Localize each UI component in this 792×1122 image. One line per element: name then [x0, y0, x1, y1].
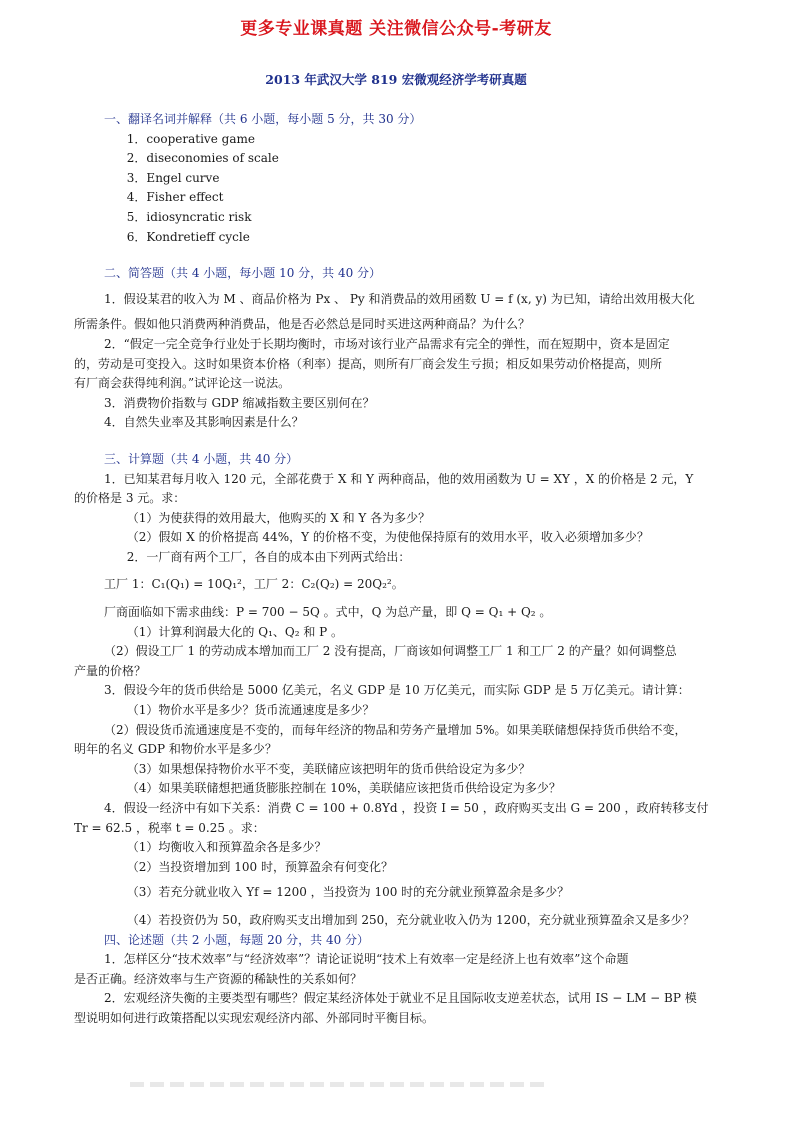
question-paragraph [74, 290, 720, 433]
question-paragraph [74, 799, 720, 838]
question-line: 1．假设某君的收入为 M 、商品价格为 Px 、 Py 和消费品的效用函数 U = f (x, y) 为已知，请给出效用极大化 [104, 291, 695, 306]
section-2-heading: 二、简答题（共 4 小题，每小题 10 分，共 40 分） [104, 266, 382, 281]
term-item: 6．Kondretieff cycle [126, 229, 250, 244]
question-line: 2．一厂商有两个工厂，各自的成本由下列两式给出： [126, 549, 411, 564]
sub-question: （1）均衡收入和预算盈余各是多少？ [126, 840, 327, 855]
sub-question: （2）假设工厂 1 的劳动成本增加而工厂 2 没有提高，厂商该如何调整工厂 1 和工厂 2 的产量？如何调整总 [104, 644, 677, 659]
question-paragraph [74, 721, 720, 760]
question-line: 厂商面临如下需求曲线：P = 700 − 5Q 。式中，Q 为总产量，即 Q = Q₁ + Q₂ 。 [104, 605, 552, 620]
sub-question: （1）计算利润最大化的 Q₁、Q₂ 和 P 。 [126, 624, 344, 639]
question-line: Tr = 62.5 ，税率 t = 0.25 。求： [74, 820, 265, 835]
question-paragraph [74, 950, 720, 1028]
question-line: 所需条件。假如他只消费两种消费品，他是否必然总是同时买进这两种商品？为什么？ [74, 317, 531, 332]
sub-question: 明年的名义 GDP 和物价水平是多少？ [74, 742, 277, 757]
question-line: 2．“假定一完全竞争行业处于长期均衡时，市场对该行业产品需求有完全的弹性，而在短期中，资本是固定 [104, 336, 670, 351]
question-line: 2．宏观经济失衡的主要类型有哪些？假定某经济体处于就业不足且国际收支逆差状态，试用 IS − LM − BP 模 [104, 991, 697, 1006]
section-1-heading: 一、翻译名词并解释（共 6 小题，每小题 5 分，共 30 分） [104, 112, 422, 126]
term-item: 1．cooperative game [126, 131, 255, 146]
sub-question: （4）若投资仍为 50，政府购买支出增加到 250，充分就业收入仍为 1200，充分就业预算盈余又是多少？ [126, 912, 695, 927]
question-line: 型说明如何进行政策搭配以实现宏观经济内部、外部同时平衡目标。 [74, 1010, 435, 1025]
promo-banner: 更多专业课真题 关注微信公众号-考研友 [240, 19, 552, 39]
faded-cutoff-line [130, 1082, 550, 1087]
question-line: 4．假设一经济中有如下关系：消费 C = 100 + 0.8Yd ，投资 I = 50 ，政府购买支出 G = 200 ，政府转移支付 [104, 801, 709, 815]
term-item: 2．diseconomies of scale [126, 151, 279, 166]
question-line: 有厂商会获得纯利润。”试评论这一说法。 [74, 376, 291, 391]
sub-question: （2）当投资增加到 100 时，预算盈余有何变化？ [126, 859, 393, 874]
question-line: 4．自然失业率及其影响因素是什么？ [104, 415, 304, 430]
sub-question: （2）假如 X 的价格提高 44%，Y 的价格不变，为使他保持原有的效用水平，收入必须增加多少？ [126, 530, 649, 545]
sub-question: （4）如果美联储想把通货膨胀控制在 10%，美联储应该把货币供给设定为多少？ [126, 781, 561, 796]
question-line: 的价格是 3 元。求： [74, 491, 186, 506]
formula-line: 工厂 1：C₁(Q₁) = 10Q₁²，工厂 2：C₂(Q₂) = 20Q₂²。 [104, 577, 404, 592]
question-line: 的，劳动是可变投入。这时如果资本价格（利率）提高，则所有厂商会发生亏损；相反如果劳动价格提高，则所 [74, 356, 663, 371]
question-paragraph [74, 470, 720, 509]
exam-title: 2013 年武汉大学 819 宏微观经济学考研真题 [265, 72, 527, 87]
term-item: 4．Fisher effect [126, 190, 224, 205]
sub-question: （2）假设货币流通速度是不变的，而每年经济的物品和劳务产量增加 5%。如果美联储想保持货币供给不变， [104, 722, 687, 737]
question-paragraph [74, 642, 720, 701]
question-line: 1．怎样区分“技术效率”与“经济效率”？请论证说明“技术上有效率一定是经济上也有效率”这个命题 [104, 952, 629, 967]
term-item: 5．idiosyncratic risk [126, 209, 252, 224]
sub-question: （1）为使获得的效用最大，他购买的 X 和 Y 各为多少？ [126, 510, 431, 525]
question-line: 3．消费物价指数与 GDP 缩减指数主要区别何在？ [104, 395, 375, 410]
term-item: 3．Engel curve [126, 170, 220, 185]
sub-question: 产量的价格？ [74, 663, 147, 678]
exam-body [74, 110, 716, 1029]
question-line: 3．假设今年的货币供给是 5000 亿美元，名义 GDP 是 10 万亿美元，而实际 GDP 是 5 万亿美元。请计算： [104, 683, 690, 698]
sub-question: （3）如果想保持物价水平不变，美联储应该把明年的货币供给设定为多少？ [126, 761, 531, 776]
sub-question: （3）若充分就业收入 Yf = 1200 ，当投资为 100 时的充分就业预算盈余是多少？ [126, 885, 570, 900]
sub-question: （1）物价水平是多少？货币流通速度是多少？ [126, 703, 375, 718]
question-line: 1．已知某君每月收入 120 元，全部花费于 X 和 Y 两种商品，他的效用函数为 U = XY ，X 的价格是 2 元，Y [104, 471, 694, 486]
question-line: 是否正确。经济效率与生产资源的稀缺性的关系如何？ [74, 971, 363, 986]
section-4-heading: 四、论述题（共 2 小题，每题 20 分，共 40 分） [104, 932, 370, 947]
section-3-heading: 三、计算题（共 4 小题，共 40 分） [104, 451, 299, 466]
